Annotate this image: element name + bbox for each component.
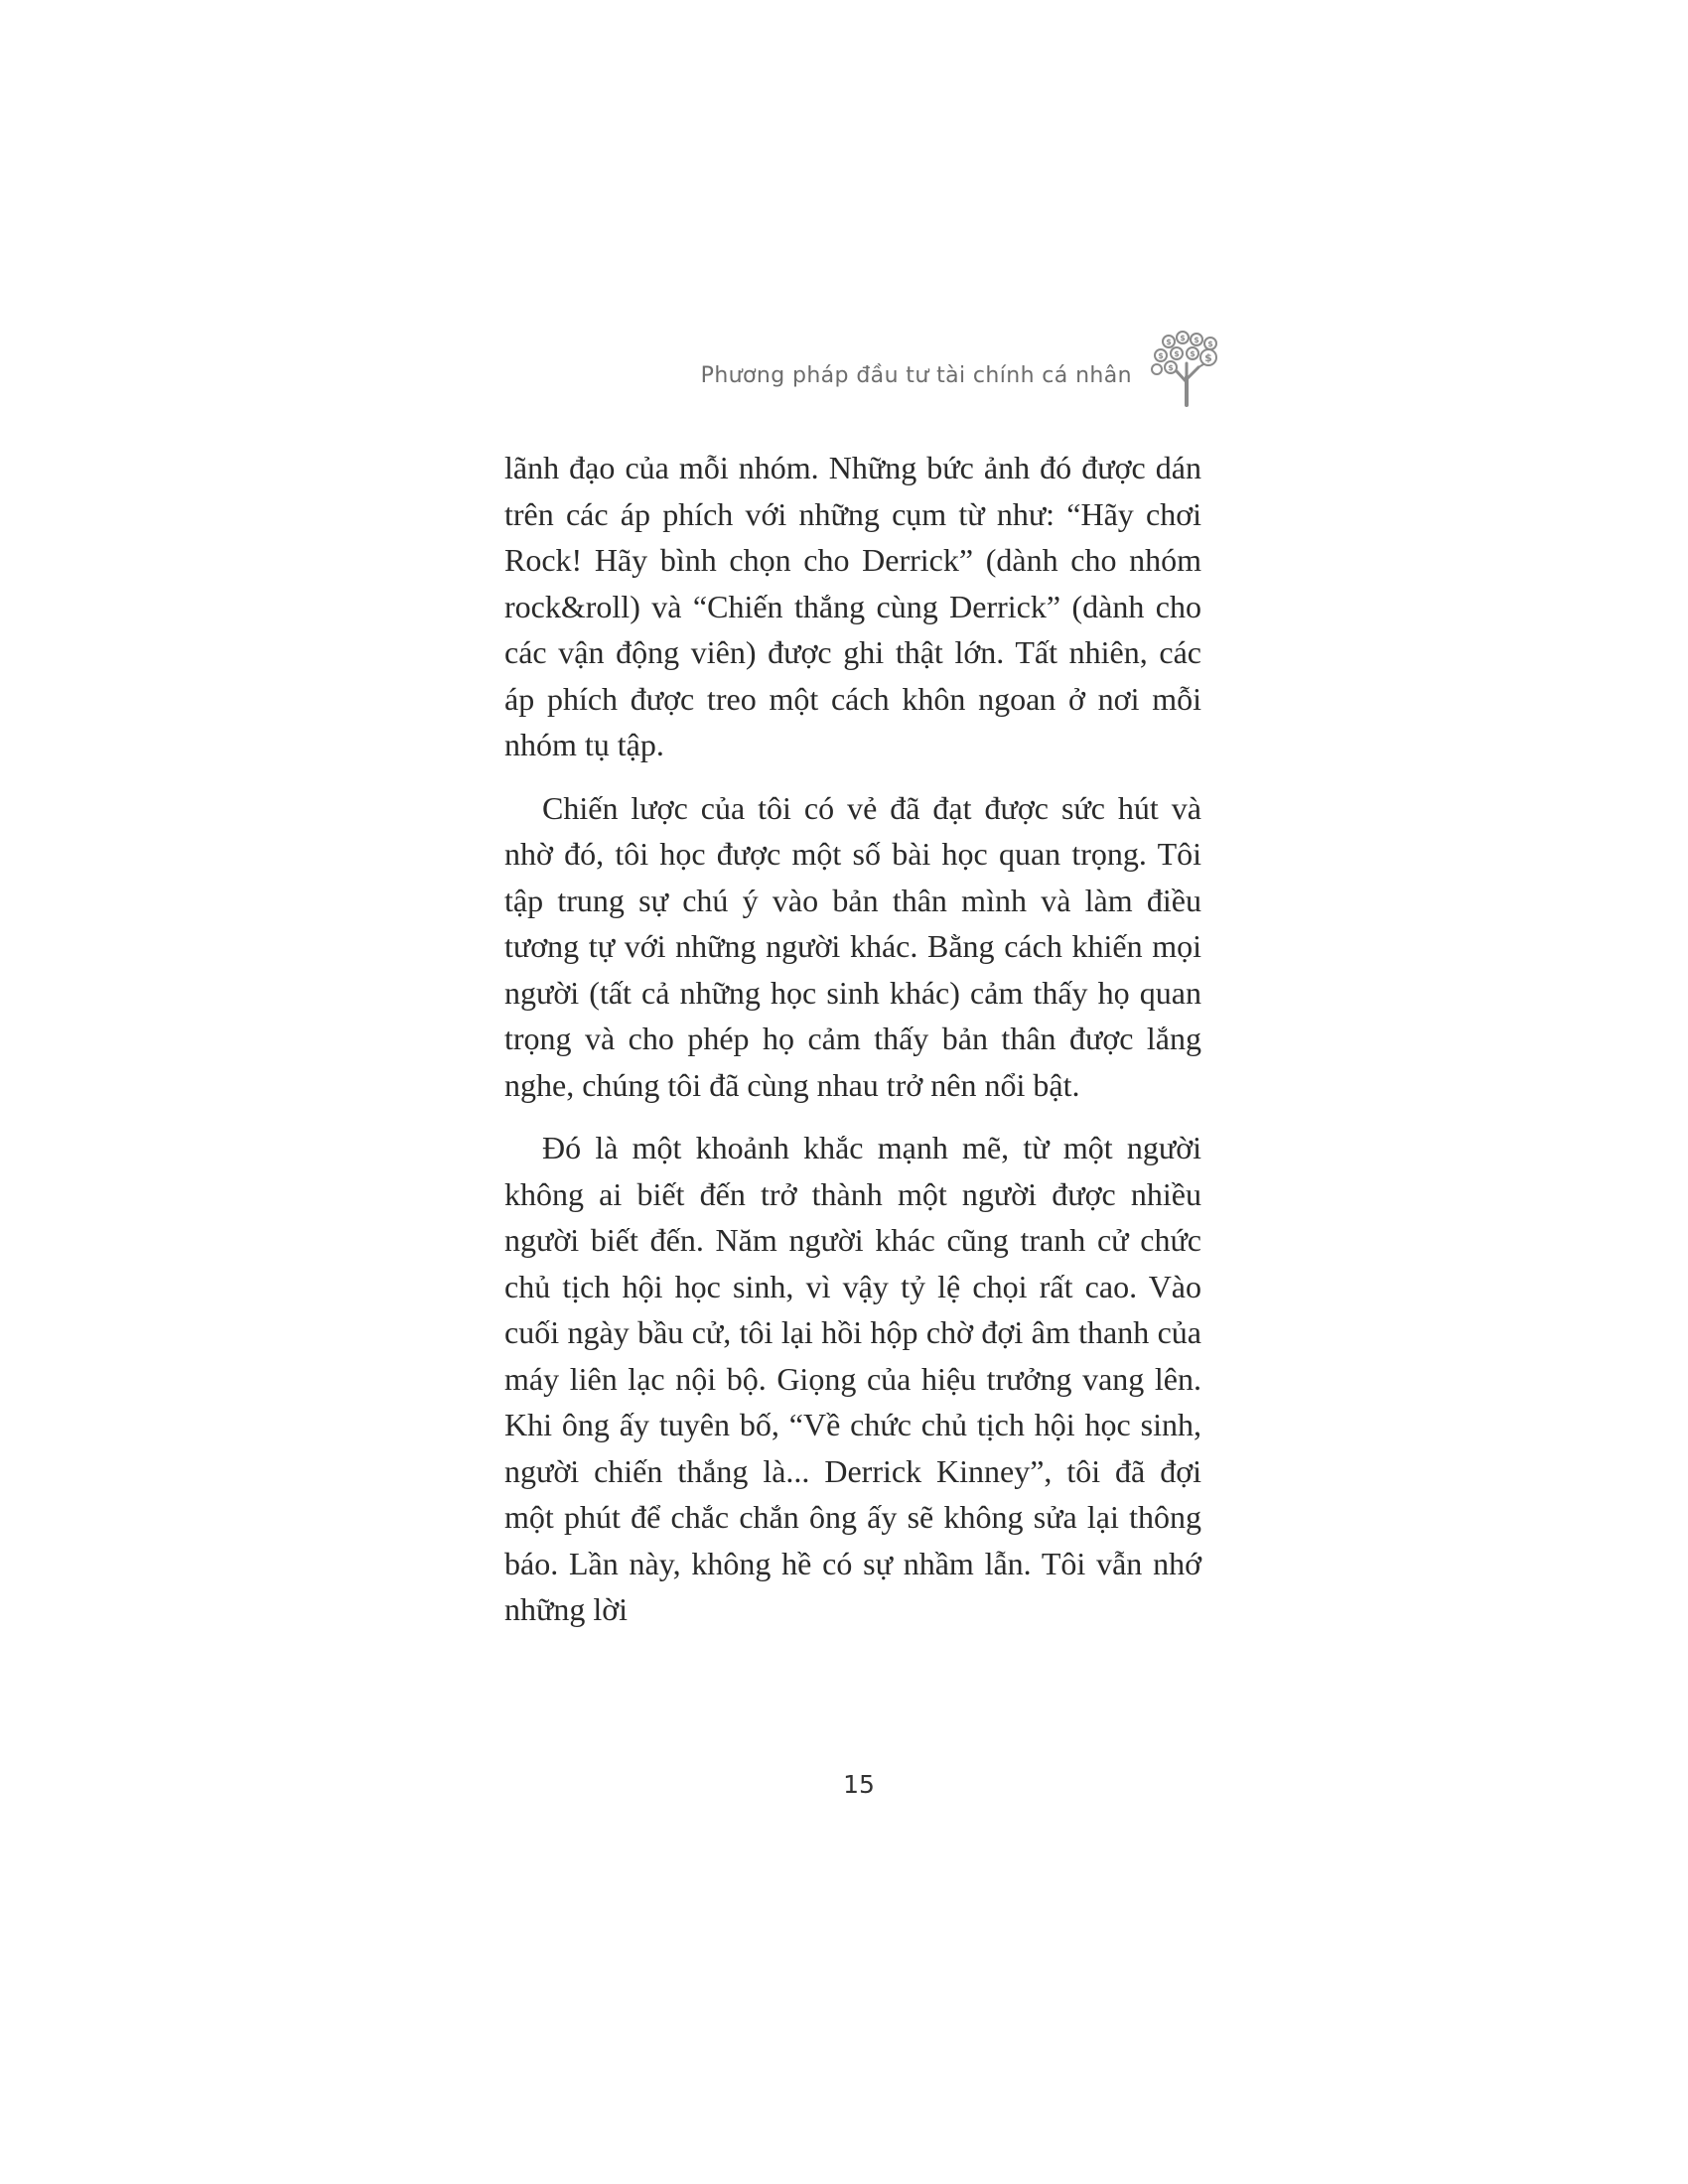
svg-text:$: $ (1190, 349, 1196, 358)
paragraph: Chiến lược của tôi có vẻ đã đạt được sức hút và nhờ đó, tôi học được một số bài học quan trọng. Tôi tập trung sự chú ý vào bản thân mình và làm điều tương tự với những người khác. Bằng cách khiến mọi người (tất cả những học sinh khác) cảm thấy họ quan trọng và cho phép họ cảm thấy bản thân được lắng nghe, chúng tôi đã cùng nhau trở nên nổi bật. (504, 789, 1201, 1103)
running-header (496, 328, 1226, 407)
svg-text:$: $ (1180, 334, 1186, 342)
running-header-title: Phương pháp đầu tư tài chính cá nhân (700, 363, 1132, 388)
paragraph-continued: lãnh đạo của mỗi nhóm. Những bức ảnh đó được dán trên các áp phích với những cụm từ như: “Hãy chơi Rock! Hãy bình chọn cho Derrick” (dành cho nhóm rock&roll) và “Chiến thắng cùng Derrick” (dành cho các vận động viên) được ghi thật lớn. Tất nhiên, các áp phích được treo một cách khôn ngoan ở nơi mỗi nhóm tụ tập. (504, 450, 1201, 762)
svg-text:$: $ (1166, 338, 1172, 346)
paragraph: Đó là một khoảnh khắc mạnh mẽ, từ một người không ai biết đến trở thành một người được nhiều người biết đến. Năm người khác cũng tranh cử chức chủ tịch hội học sinh, vì vậy tỷ lệ chọi rất cao. Vào cuối ngày bầu cử, tôi lại hồi hộp chờ đợi âm thanh của máy liên lạc nội bộ. Giọng của hiệu trưởng vang lên. Khi ông ấy tuyên bố, “Về chức chủ tịch hội học sinh, người chiến thắng là... Derrick Kinney”, tôi đã đợi một phút để chắc chắn ông ấy sẽ không sửa lại thông báo. Lần này, không hề có sự nhầm lẫn. Tôi vẫn nhớ những lời (504, 1130, 1201, 1627)
svg-text:$: $ (1158, 351, 1164, 360)
page-number: 15 (843, 1770, 875, 1799)
svg-text:$: $ (1204, 351, 1212, 364)
svg-text:$: $ (1194, 336, 1199, 344)
svg-text:$: $ (1207, 340, 1213, 348)
body-text (504, 445, 1201, 1650)
money-tree-icon (1147, 328, 1226, 407)
svg-text:$: $ (1168, 363, 1174, 372)
svg-text:$: $ (1174, 349, 1180, 358)
